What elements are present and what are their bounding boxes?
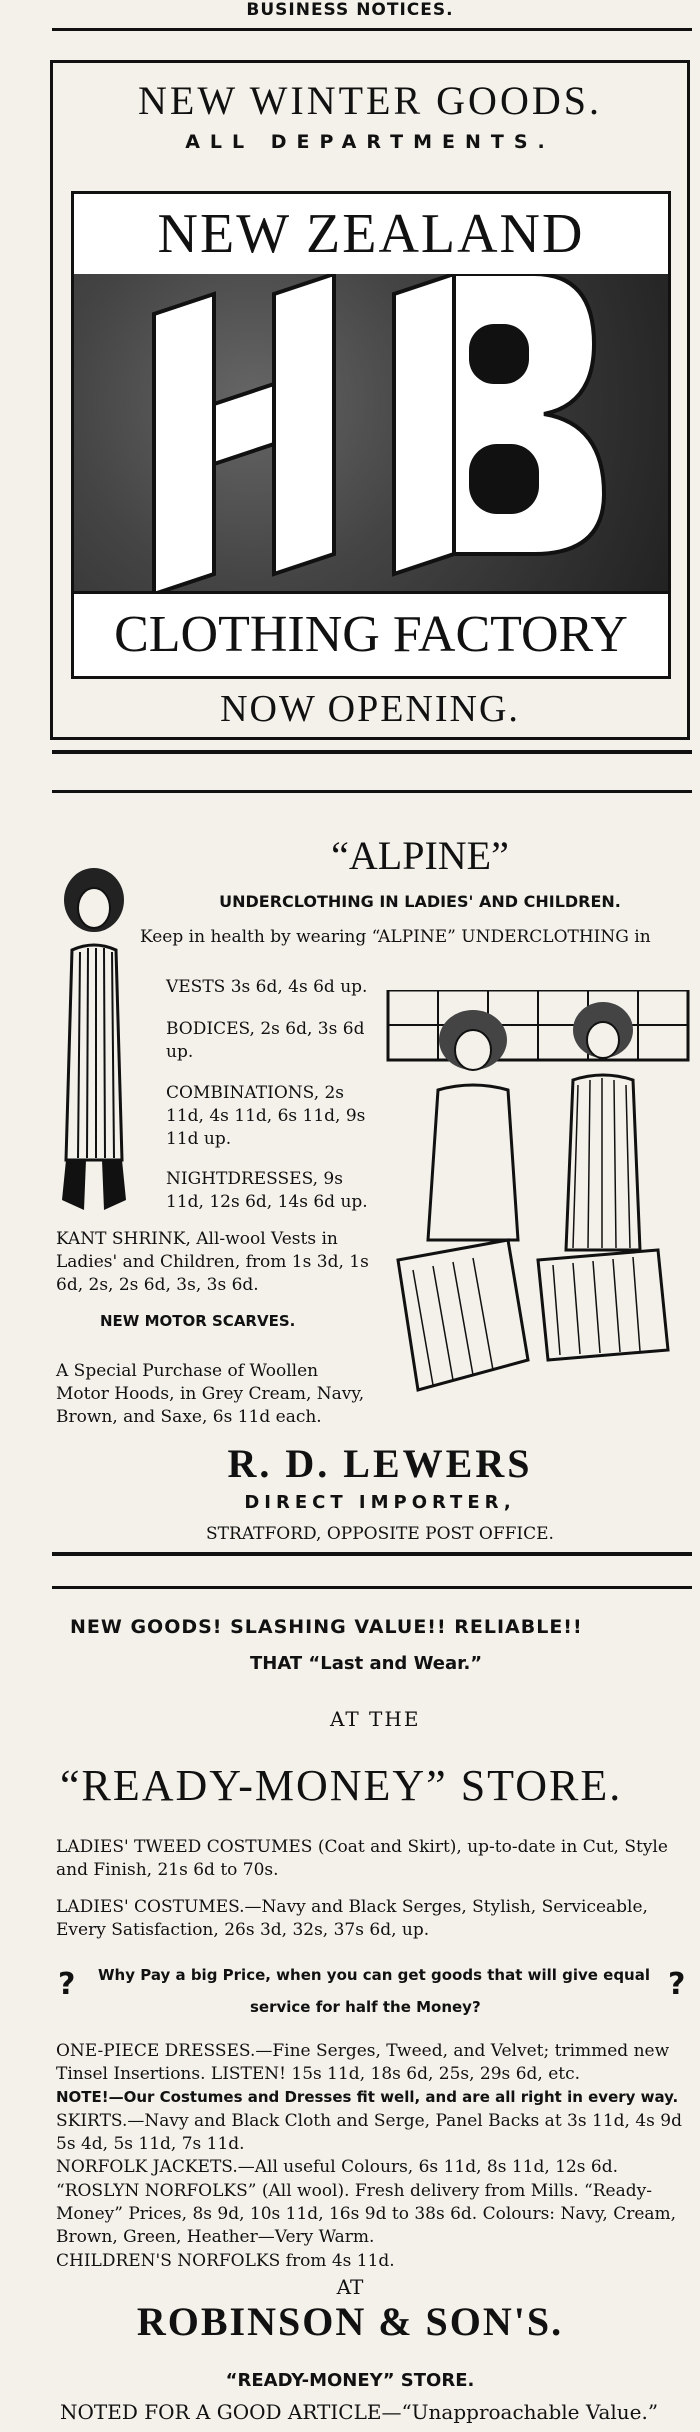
divider bbox=[52, 1586, 692, 1589]
hb-subline: ALL DEPARTMENTS. bbox=[185, 131, 555, 153]
divider bbox=[52, 28, 692, 31]
hb-footer: NOW OPENING. bbox=[220, 688, 520, 730]
merchant-name: R. D. LEWERS bbox=[227, 1441, 533, 1486]
hb-letters-graphic bbox=[74, 274, 668, 594]
merchant-address: STRATFORD, OPPOSITE POST OFFICE. bbox=[206, 1524, 554, 1544]
ready-line-roslyn: “ROSLYN NORFOLKS” (All wool). Fresh delivery from Mills. “Ready-Money” Prices, 8s 9d, 10s 11d, 16s 9d to 38s 6d. Colours: Navy, Cream, Brown, Green, Heather—Very Warm. bbox=[56, 2181, 677, 2247]
hb-logo bbox=[71, 191, 671, 679]
question-line-2: service for half the Money? bbox=[250, 1998, 481, 2016]
ready-money-store-title: “READY-MONEY” STORE. bbox=[60, 1761, 623, 1810]
at-the-label: AT THE bbox=[330, 1707, 421, 1731]
h-right-stem bbox=[274, 274, 334, 574]
question-line-1: Why Pay a big Price, when you can get goods that will give equal bbox=[98, 1966, 650, 1984]
alpine-kant-shrink: KANT SHRINK, All-wool Vests in Ladies' and Children, from 1s 3d, 1s 6d, 2s, 2s 6d, 3s, 3s 6d. bbox=[56, 1229, 369, 1295]
slogan-line-1: NEW GOODS! SLASHING VALUE!! RELIABLE!! bbox=[70, 1616, 583, 1638]
logo-letters-panel bbox=[74, 274, 668, 594]
alpine-item-bodices: BODICES, 2s 6d, 3s 6d up. bbox=[166, 1019, 365, 1062]
divider bbox=[52, 1552, 692, 1556]
ready-line-dresses: ONE-PIECE DRESSES.—Fine Serges, Tweed, and Velvet; trimmed new Tinsel Insertions. LISTEN! 15s 11d, 18s 6d, 25s, 29s 6d, etc. bbox=[56, 2041, 670, 2084]
at-label: AT bbox=[336, 2275, 364, 2299]
ready-line-note: NOTE!—Our Costumes and Dresses fit well, and are all right in every way. bbox=[56, 2088, 679, 2106]
motor-scarves-heading: NEW MOTOR SCARVES. bbox=[100, 1312, 296, 1330]
hb-headline: NEW WINTER GOODS. bbox=[138, 78, 602, 123]
company-name: ROBINSON & SON'S. bbox=[136, 2299, 564, 2344]
ready-line-tweed: LADIES' TWEED COSTUMES (Coat and Skirt), up-to-date in Cut, Style and Finish, 21s 6d to 70s. bbox=[56, 1837, 668, 1880]
ready-line-skirts: SKIRTS.—Navy and Black Cloth and Serge, Panel Backs at 3s 11d, 4s 9d 5s 4d, 5s 11d, 7s 11d. bbox=[56, 2111, 682, 2154]
alpine-title: “ALPINE” bbox=[331, 833, 509, 878]
company-store: “READY-MONEY” STORE. bbox=[225, 2370, 475, 2391]
motor-scarves-text: A Special Purchase of Woollen Motor Hoods, in Grey Cream, Navy, Brown, and Saxe, 6s 11d each. bbox=[56, 1361, 365, 1427]
divider bbox=[52, 750, 692, 754]
alpine-item-combinations: COMBINATIONS, 2s 11d, 4s 11d, 6s 11d, 9s 11d up. bbox=[166, 1083, 366, 1149]
merchant-role: DIRECT IMPORTER, bbox=[244, 1492, 516, 1513]
ready-line-children: CHILDREN'S NORFOLKS from 4s 11d. bbox=[56, 2251, 395, 2271]
b-hole-bottom bbox=[469, 444, 539, 514]
woman-figure-illustration bbox=[44, 860, 144, 1220]
alpine-intro: Keep in health by wearing “ALPINE” UNDERCLOTHING in bbox=[140, 927, 651, 947]
section-header: BUSINESS NOTICES. bbox=[246, 0, 454, 20]
alpine-subtitle: UNDERCLOTHING IN LADIES' AND CHILDREN. bbox=[219, 892, 621, 911]
closing-line: NOTED FOR A GOOD ARTICLE—“Unapproachable Value.” bbox=[60, 2400, 659, 2424]
slogan-line-2: THAT “Last and Wear.” bbox=[250, 1653, 483, 1674]
b-stem bbox=[394, 274, 454, 574]
divider bbox=[52, 790, 692, 793]
h-left-stem bbox=[154, 294, 214, 594]
alpine-item-vests: VESTS 3s 6d, 4s 6d up. bbox=[166, 977, 368, 997]
hb-advertisement bbox=[50, 60, 690, 740]
alpine-item-nightdresses: NIGHTDRESSES, 9s 11d, 12s 6d, 14s 6d up. bbox=[166, 1169, 368, 1212]
ready-line-norfolk: NORFOLK JACKETS.—All useful Colours, 6s 11d, 8s 11d, 12s 6d. bbox=[56, 2157, 619, 2177]
question-mark-right: ? bbox=[668, 1967, 686, 2002]
b-hole-top bbox=[469, 324, 529, 384]
b-bowls bbox=[454, 274, 604, 554]
two-women-illustration bbox=[378, 990, 698, 1410]
question-mark-left: ? bbox=[58, 1967, 76, 2002]
h-bar bbox=[214, 384, 274, 464]
logo-bottom-text: CLOTHING FACTORY bbox=[114, 606, 628, 663]
logo-top-text: NEW ZEALAND bbox=[157, 203, 585, 265]
ready-line-costumes: LADIES' COSTUMES.—Navy and Black Serges, Stylish, Serviceable, Every Satisfaction, 26s 3d, 32s, 37s 6d, up. bbox=[56, 1897, 648, 1940]
